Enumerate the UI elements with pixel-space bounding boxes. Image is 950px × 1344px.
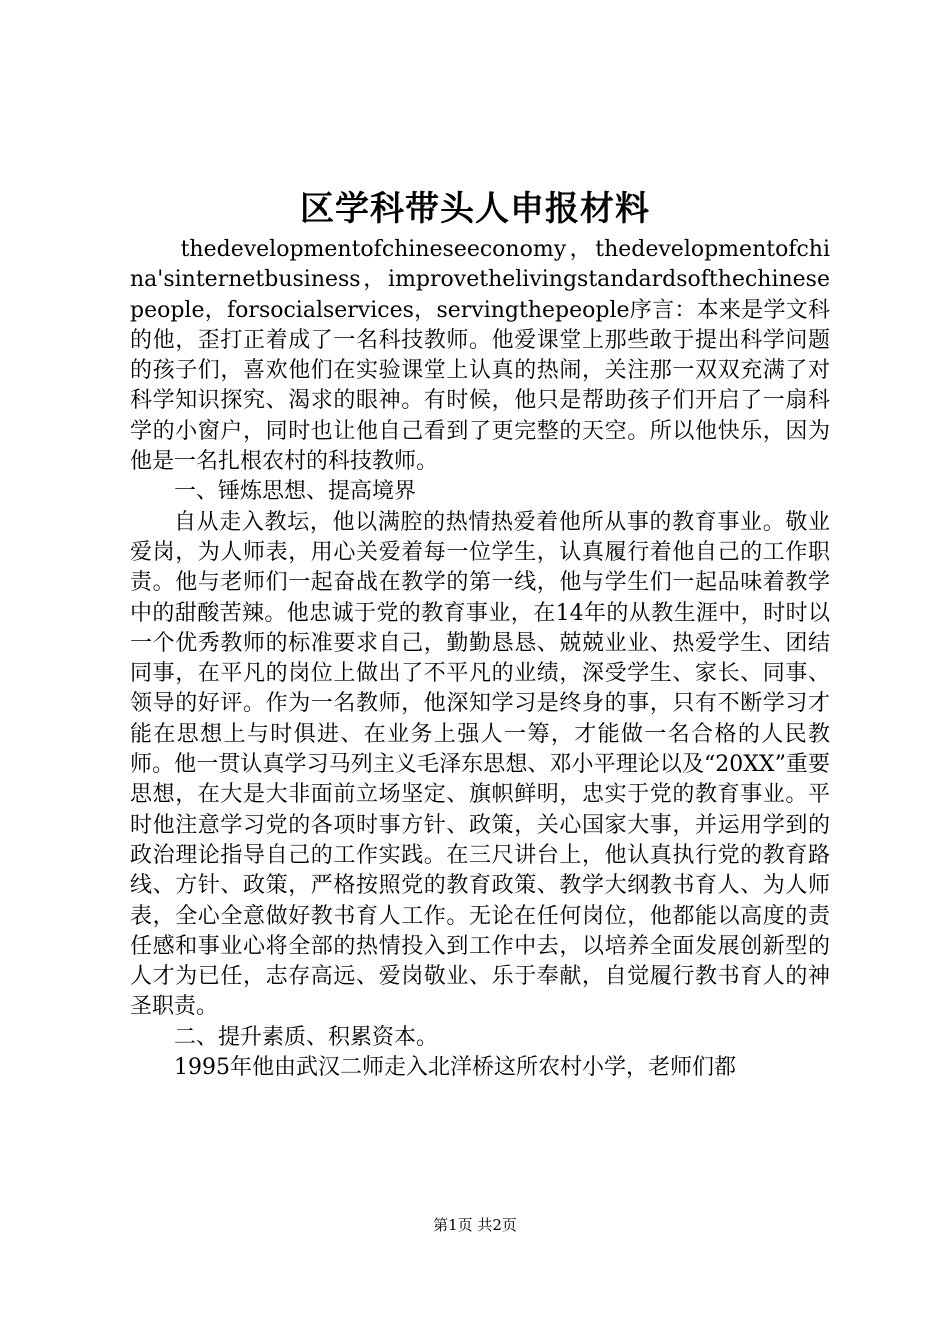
section-heading-2: 二、提升素质、积累资本。 — [174, 1024, 439, 1050]
paragraph-section-2: 1995年他由武汉二师走入北洋桥这所农村小学，老师们都 — [174, 1055, 736, 1081]
paragraph-section-1: 自从走入教坛，他以满腔的热情热爱着他所从事的教育事业。敬业爱岗，为人师表，用心关爱着每一位学生，认真履行着他自己的工作职责。他与老师们一起奋战在教学的第一线，他与学生们一起品味着教学中的甜酸苦辣。他忠诚于党的教育事业，在14年的从教生涯中，时时以一个优秀教师的标准要求自己，勤勤恳恳、兢兢业业、热爱学生、团结同事，在平凡的岗位上做出了不平凡的业绩，深受学生、家长、同事、领导的好评。作为一名教师，他深知学习是终身的事，只有不断学习才能在思想上与时俱进、在业务上强人一筹，才能做一名合格的人民教师。他一贯认真学习马列主义毛泽东思想、邓小平理论以及“20XX”重要思想，在大是大非面前立场坚定、旗帜鲜明，忠实于党的教育事业。平时他注意学习党的各项时事方针、政策，关心国家大事，并运用学到的政治理论指导自己的工作实践。在三尺讲台上，他认真执行党的教育路线、方针、政策，严格按照党的教育政策、教学大纲教书育人、为人师表，全心全意做好教书育人工作。无论在任何岗位，他都能以高度的责任感和事业心将全部的热情投入到工作中去，以培养全面发展创新型的人才为已任，志存高远、爱岗敬业、乐于奉献，自觉履行教书育人的神圣职责。 — [130, 509, 830, 1020]
page-number-footer: 第1页 共2页 — [433, 1216, 517, 1234]
document-title: 区学科带头人申报材料 — [300, 189, 650, 229]
paragraph-preface: thedevelopmentofchineseeconomy，thedevelopmentofchina'sinternetbusiness，improvethelivingstandardsofthechinesepeople，forsocialservices，servingthepeople序言：本来是学文科的他，歪打正着成了一名科技教师。他爱课堂上那些敢于提出科学问题的孩子们，喜欢他们在实验课堂上认真的热闹，关注那一双双充满了对科学知识探究、渴求的眼神。有时候，他只是帮助孩子们开启了一扇科学的小窗户，同时也让他自己看到了更完整的天空。所以他快乐，因为他是一名扎根农村的科技教师。 — [130, 237, 830, 475]
document-body — [130, 235, 830, 1083]
section-heading-1: 一、锤炼思想、提高境界 — [174, 479, 417, 505]
